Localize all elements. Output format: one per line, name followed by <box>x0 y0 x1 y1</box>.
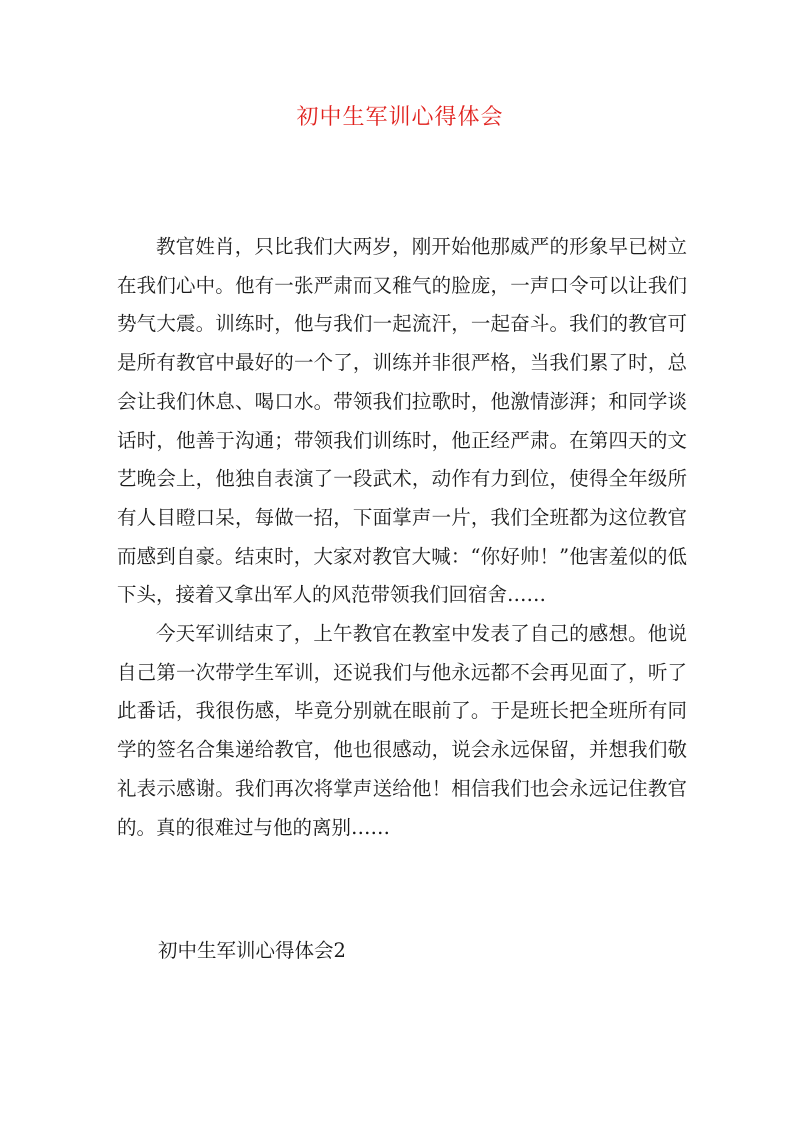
paragraph-1: 教官姓肖，只比我们大两岁，刚开始他那威严的形象早已树立在我们心中。他有一张严肃而又稚气的脸庞，一声口令可以让我们势气大震。训练时，他与我们一起流汗，一起奋斗。我们的教官可是所有教官中最好的一个了，训练并非很严格，当我们累了时，总会让我们休息、喝口水。带领我们拉歌时，他激情澎湃；和同学谈话时，他善于沟通；带领我们训练时，他正经严肃。在第四天的文艺晚会上，他独自表演了一段武术，动作有力到位，使得全年级所有人目瞪口呆，每做一招，下面掌声一片，我们全班都为这位教官而感到自豪。结束时，大家对教官大喊：“你好帅！”他害羞似的低下头，接着又拿出军人的风范带领我们回宿舍…… <box>117 235 687 607</box>
section-subheading: 初中生军训心得体会2 <box>158 939 346 962</box>
document-body <box>117 228 687 847</box>
document-title: 初中生军训心得体会 <box>296 105 504 130</box>
paragraph-2: 今天军训结束了，上午教官在教室中发表了自己的感想。他说自己第一次带学生军训，还说我们与他永远都不会再见面了，听了此番话，我很伤感，毕竟分别就在眼前了。于是班长把全班所有同学的签名合集递给教官，他也很感动，说会永远保留，并想我们敬礼表示感谢。我们再次将掌声送给他！相信我们也会永远记住教官的。真的很难过与他的离别…… <box>117 622 687 839</box>
